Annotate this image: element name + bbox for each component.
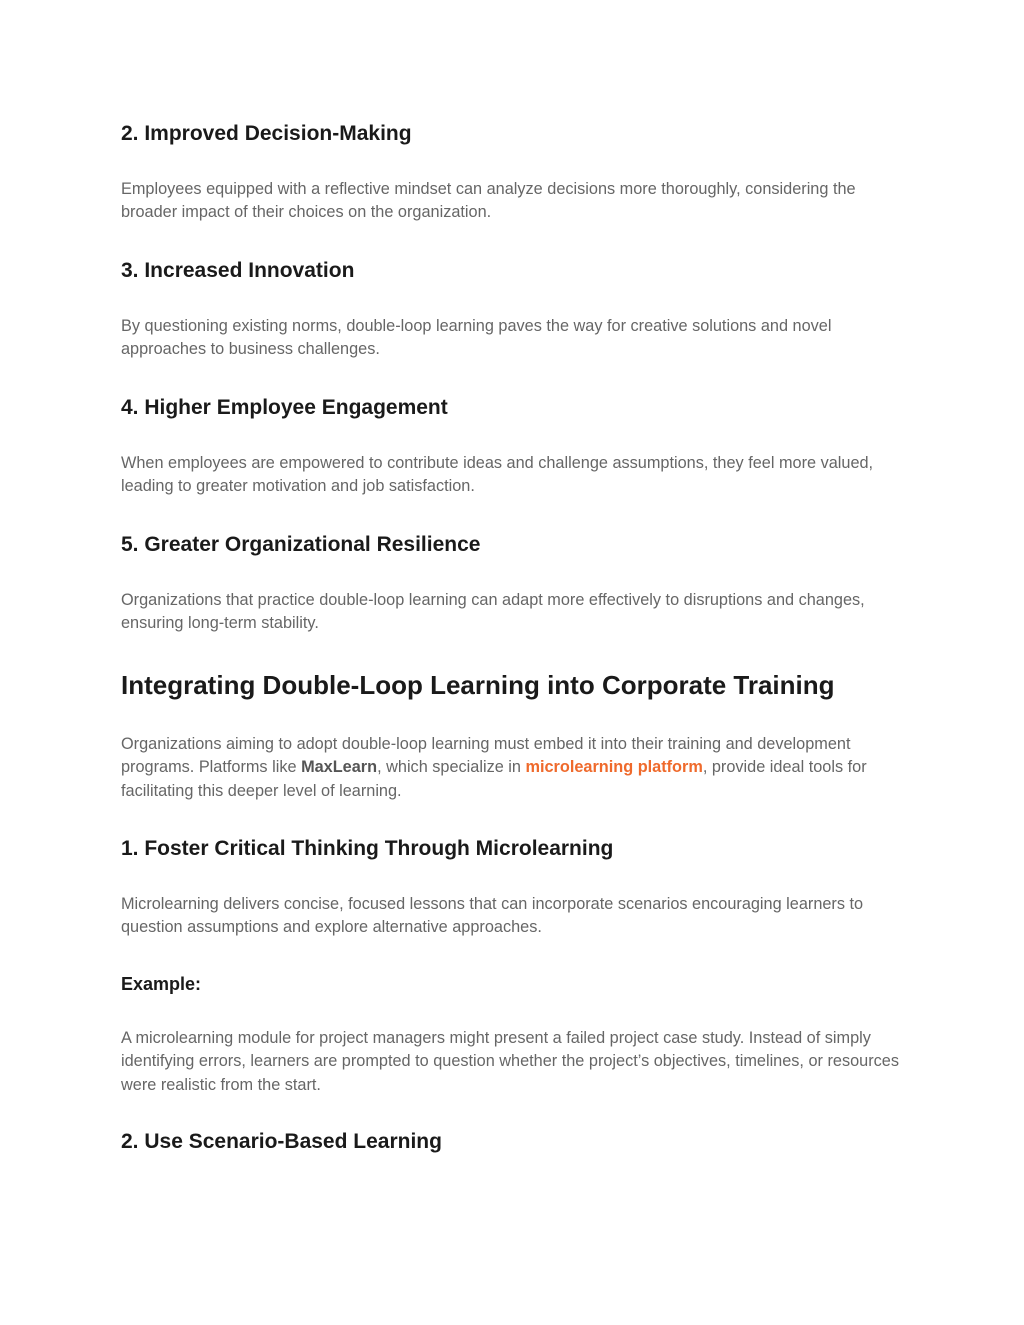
heading-organizational-resilience: 5. Greater Organizational Resilience	[121, 533, 481, 556]
intro-text-2: , which specialize in	[377, 758, 526, 777]
paragraph-foster-critical-thinking: Microlearning delivers concise, focused lessons that can incorporate scenarios encouraging learners to question assumptions and explore alternative approaches.	[121, 895, 864, 937]
heading-example: Example:	[121, 974, 202, 994]
heading-increased-innovation: 3. Increased Innovation	[121, 259, 355, 282]
heading-higher-employee-engagement: 4. Higher Employee Engagement	[121, 396, 448, 419]
paragraph-improved-decision-making: Employees equipped with a reflective mindset can analyze decisions more thoroughly, considering the broader impact of their choices on the organization.	[121, 180, 856, 222]
paragraph-organizational-resilience: Organizations that practice double-loop learning can adapt more effectively to disruptions and changes, ensuring long-term stability.	[121, 591, 865, 633]
heading-foster-critical-thinking: 1. Foster Critical Thinking Through Microlearning	[121, 837, 614, 860]
heading-scenario-based-learning: 2. Use Scenario-Based Learning	[121, 1130, 442, 1153]
heading-improved-decision-making: 2. Improved Decision-Making	[121, 122, 412, 145]
intro-text-1: Organizations aiming to adopt double-loop learning must embed it into their training and development programs. Platforms like	[121, 735, 851, 777]
heading-integrating-double-loop: Integrating Double-Loop Learning into Corporate Training	[121, 670, 835, 700]
paragraph-increased-innovation: By questioning existing norms, double-loop learning paves the way for creative solutions and novel approaches to business challenges.	[121, 317, 832, 359]
paragraph-higher-employee-engagement: When employees are empowered to contribute ideas and challenge assumptions, they feel more valued, leading to greater motivation and job satisfaction.	[121, 454, 874, 496]
microlearning-platform-link[interactable]: microlearning platform	[525, 758, 703, 777]
intro-text-3: , provide ideal tools for facilitating this deeper level of learning.	[121, 758, 867, 800]
paragraph-example: A microlearning module for project managers might present a failed project case study. Instead of simply identifying errors, learners are prompted to question whether the project’s objectives, timelines, or resources were realistic from the start.	[121, 1029, 899, 1094]
paragraph-integrating-intro	[121, 733, 911, 803]
maxlearn-brand: MaxLearn	[301, 758, 378, 777]
